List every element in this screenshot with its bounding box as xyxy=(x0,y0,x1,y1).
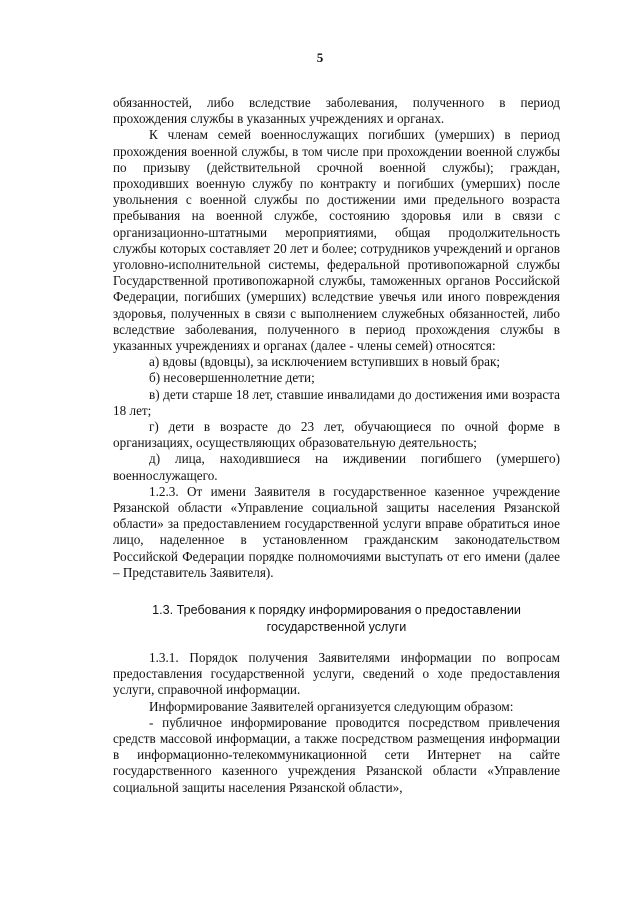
page-number: 5 xyxy=(316,50,324,65)
list-item: б) несовершеннолетние дети; xyxy=(149,370,315,386)
paragraph: 1.2.3. От имени Заявителя в государственное казенное учреждение Рязанской области «Управление социальной защиты населения Рязанской области» за предоставлением государственной услуги вправе обратиться иное лицо, наделенное в установленном гражданским законодательством Российской Федерации порядке полномочиями выступать от его имени (далее – Представитель Заявителя). xyxy=(113,483,560,580)
paragraph: 1.3.1. Порядок получения Заявителями информации по вопросам предоставления государственной услуги, сведений о ходе предоставления услуги, справочной информации. xyxy=(113,650,560,698)
paragraph: Информирование Заявителей организуется следующим образом: xyxy=(149,698,514,714)
paragraph: - публичное информирование проводится посредством привлечения средств массовой информации, а также посредством размещения информации в информационно-телекоммуникационной сети Интернет на сайте государственного казенного учреждения Рязанской области «Управление социальной защиты населения Рязанской области», xyxy=(113,714,560,795)
list-item: г) дети в возрасте до 23 лет, обучающиеся по очной форме в организациях, осуществляющих образовательную деятельность; xyxy=(113,419,560,451)
body-text-section-1 xyxy=(113,95,560,581)
paragraph: обязанностей, либо вследствие заболевания, полученного в период прохождения службы в указанных учреждениях и органах. xyxy=(113,95,560,127)
body-text-section-2 xyxy=(113,650,560,796)
paragraph: К членам семей военнослужащих погибших (умерших) в период прохождения военной службы, в том числе при прохождении военной службы по призыву (действительной срочной военной службы); граждан, проходивших военную службу по контракту и погибших (умерших) после увольнения с военной службы по достижении ими предельного возраста пребывания на военной службе, состоянию здоровья или в связи с организационно-штатными мероприятиями, общая продолжительность службы которых составляет 20 лет и более; сотрудников учреждений и органов уголовно-исполнительной системы, федеральной противопожарной службы Государственной противопожарной службы, таможенных органов Российской Федерации, погибших (умерших) вследствие увечья или иного повреждения здоровья, полученных в связи с выполнением служебных обязанностей, либо вследствие заболевания, полученного в период прохождения службы в указанных учреждениях и органах (далее - члены семей) относятся: xyxy=(113,127,560,354)
list-item: а) вдовы (вдовцы), за исключением вступивших в новый брак; xyxy=(149,354,501,370)
section-heading-line: государственной услуги xyxy=(266,620,407,634)
section-heading xyxy=(113,602,560,636)
list-item: д) лица, находившиеся на иждивении погибшего (умершего) военнослужащего. xyxy=(113,451,560,483)
list-item: в) дети старше 18 лет, ставшие инвалидами до достижения ими возраста 18 лет; xyxy=(113,386,560,418)
section-heading-line: 1.3. Требования к порядку информирования о предоставлении xyxy=(152,603,521,617)
